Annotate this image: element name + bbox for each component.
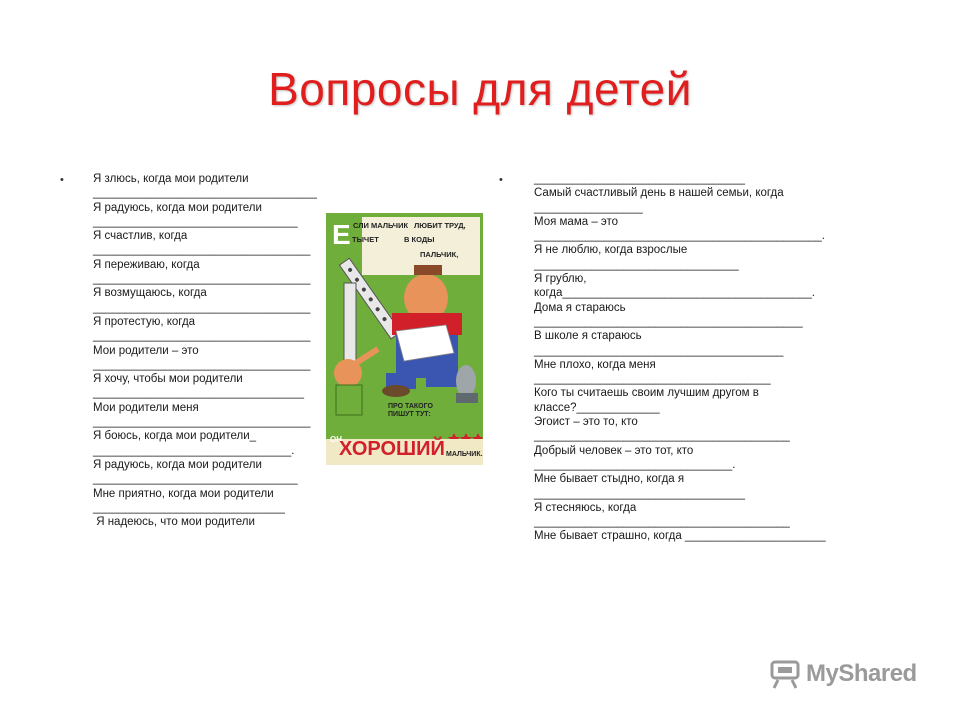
question-line: ______________________________ xyxy=(93,501,285,514)
question-line: Добрый человек – это тот, кто xyxy=(534,444,694,457)
question-line: Я хочу, чтобы мои родители xyxy=(93,373,243,386)
question-line: классе?_____________ xyxy=(534,401,660,414)
question-line: Я надеюсь, что мои родители xyxy=(93,516,255,529)
slide-title: Вопросы для детей xyxy=(268,63,692,115)
book-cover-about: ПРО ТАКОГО ПИШУТ ТУТ: xyxy=(388,403,433,418)
book-cover-initial: Е xyxy=(332,219,351,250)
question-line: __________________________________ xyxy=(93,273,311,286)
question-line: ________________________________ xyxy=(534,258,739,271)
question-line: Я стесняюсь, когда xyxy=(534,501,637,514)
bullet-right: • xyxy=(499,174,503,186)
projector-icon xyxy=(768,660,802,690)
book-cover-he: ОН xyxy=(330,435,342,444)
question-line: Я переживаю, когда xyxy=(93,258,200,271)
question-line: В школе я стараюсь xyxy=(534,330,642,343)
question-line: Я протестую, когда xyxy=(93,315,196,328)
question-line: Я грублю, xyxy=(534,273,587,286)
question-line: Мне бывает стыдно, когда я xyxy=(534,473,685,486)
question-line: Мои родители – это xyxy=(93,344,199,357)
question-line: __________________________________ xyxy=(93,244,311,257)
question-line: ________________________________________ xyxy=(534,516,790,529)
question-line: Мои родители меня xyxy=(93,401,199,414)
question-line: __________________________________________ xyxy=(534,315,803,328)
question-line: Кого ты считаешь своим лучшим другом в xyxy=(534,387,759,400)
book-cover-line1b: ЛЮБИТ ТРУД, xyxy=(414,221,466,230)
question-line: Я злюсь, когда мои родители xyxy=(93,173,249,185)
question-line: Мне бывает страшно, когда ______________________ xyxy=(534,530,826,543)
book-cover-line3: ПАЛЬЧИК, xyxy=(420,250,459,259)
question-line: Мне плохо, когда меня xyxy=(534,358,656,371)
question-line: Мне приятно, когда мои родители xyxy=(93,487,274,500)
question-line: _____________________________________ xyxy=(534,373,771,386)
question-line: _______________________________________ xyxy=(534,344,784,357)
question-line: Я счастлив, когда xyxy=(93,230,188,243)
question-line: _______________________________. xyxy=(93,444,295,457)
question-line: _____________________________________________. xyxy=(534,230,826,243)
myshared-watermark xyxy=(768,658,928,692)
question-line: Я радуюсь, когда мои родители xyxy=(93,201,262,214)
question-line: Самый счастливый день в нашей семьи, когда xyxy=(534,187,784,200)
question-line: _______________________________. xyxy=(534,458,736,471)
question-line: Эгоист – это то, кто xyxy=(534,416,638,429)
book-cover-line2b: В КОДЫ xyxy=(404,235,435,244)
left-questions-list xyxy=(93,172,317,529)
question-line: Дома я стараюсь xyxy=(534,301,626,314)
bullet-left: • xyxy=(60,174,64,186)
question-line: _________________________________ xyxy=(534,173,746,185)
question-line: ___________________________________ xyxy=(93,187,317,200)
question-line: когда_______________________________________. xyxy=(534,287,815,300)
book-cover-line2: ТЫЧЕТ xyxy=(352,235,379,244)
book-cover-boy: МАЛЬЧИК. xyxy=(446,451,483,458)
question-line: Я не люблю, когда взрослые xyxy=(534,244,688,257)
question-line: _________________ xyxy=(534,201,643,214)
question-line: Моя мама – это xyxy=(534,215,619,228)
question-line: __________________________________ xyxy=(93,330,311,343)
question-line: Я возмущаюсь, когда xyxy=(93,287,207,300)
question-line: __________________________________ xyxy=(93,301,311,314)
question-line: ________________________________ xyxy=(93,473,298,486)
question-line: _________________________________ xyxy=(93,387,305,400)
book-cover-line1: СЛИ МАЛЬЧИК xyxy=(353,221,409,230)
right-questions-list xyxy=(534,172,826,544)
question-line: Я боюсь, когда мои родители_ xyxy=(93,430,257,443)
book-cover-good: ХОРОШИЙ xyxy=(339,438,445,460)
question-line: __________________________________ xyxy=(93,416,311,429)
question-line: Я радуюсь, когда мои родители xyxy=(93,458,262,471)
question-line: _________________________________ xyxy=(534,487,746,500)
book-cover-illustration xyxy=(326,213,483,465)
myshared-brand: MyShared xyxy=(806,660,917,687)
question-line: ________________________________________ xyxy=(534,430,790,443)
question-line: __________________________________ xyxy=(93,358,311,371)
question-line: ________________________________ xyxy=(93,215,298,228)
